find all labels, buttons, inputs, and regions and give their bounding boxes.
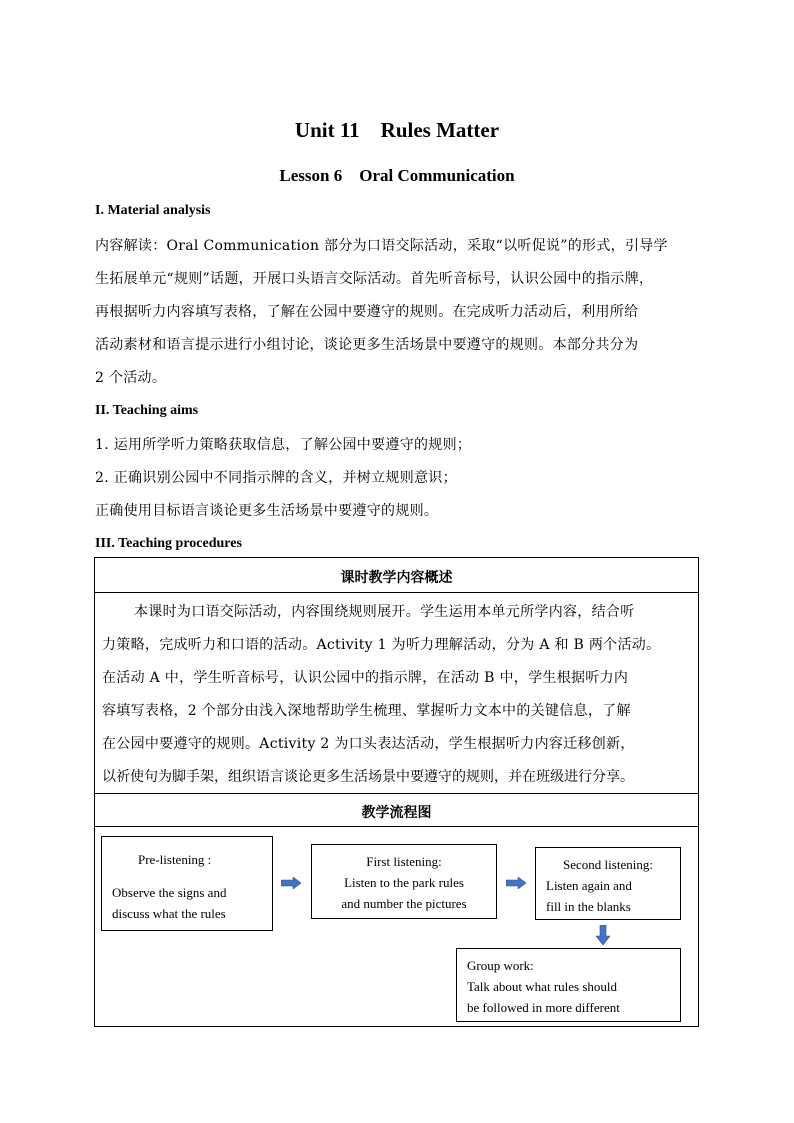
aim-line-3: 正确使用目标语言谈论更多生活场景中要遵守的规则。: [95, 503, 439, 519]
flow-box-text: Talk about what rules should: [467, 979, 618, 994]
table-divider: [94, 592, 699, 593]
flow-box-group-work: [456, 948, 681, 1022]
flow-box-first-listening: [311, 844, 497, 919]
overview-line-4: 容填写表格，2 个部分由浅入深地帮助学生梳理、掌握听力文本中的关键信息，了解: [102, 703, 631, 719]
material-line-3: 再根据听力内容填写表格，了解在公园中要遵守的规则。在完成听力活动后，利用所给: [95, 304, 639, 320]
arrow-down-icon: [596, 925, 610, 945]
flow-box-text: discuss what the rules: [112, 906, 226, 921]
flow-box-text: fill in the blanks: [546, 899, 631, 914]
section-teaching-aims-heading: II. Teaching aims: [95, 403, 199, 418]
aim-line-1: 1. 运用所学听力策略获取信息，了解公园中要遵守的规则；: [95, 437, 472, 453]
flow-box-title: Pre-listening :: [138, 852, 212, 867]
overview-line-6: 以祈使句为脚手架，组织语言谈论更多生活场景中要遵守的规则，并在班级进行分享。: [102, 769, 634, 785]
material-line-2: 生拓展单元“规则”话题，开展口头语言交际活动。首先听音标号，认识公园中的指示牌，: [95, 271, 654, 287]
flow-box-text: be followed in more different: [467, 1000, 620, 1015]
table-header-flowchart: 教学流程图: [361, 805, 432, 821]
flow-box-pre-listening: [101, 836, 273, 931]
table-divider: [94, 793, 699, 794]
material-line-4: 活动素材和语言提示进行小组讨论，谈论更多生活场景中要遵守的规则。本部分共分为: [95, 337, 639, 353]
arrow-right-icon: [281, 877, 301, 889]
flow-box-title: Second listening:: [563, 857, 653, 872]
flow-box-text: Observe the signs and: [112, 885, 227, 900]
flow-box-second-listening: [535, 847, 681, 920]
lesson-subtitle: Lesson 6 Oral Communication: [279, 166, 515, 185]
material-line-5: 2 个活动。: [95, 370, 167, 386]
overview-line-3: 在活动 A 中，学生听音标号，认识公园中的指示牌，在活动 B 中，学生根据听力内: [102, 670, 629, 686]
overview-line-2: 力策略，完成听力和口语的活动。Activity 1 为听力理解活动，分为 A 和 B 两个活动。: [102, 637, 661, 653]
flow-box-text: Listen again and: [546, 878, 632, 893]
aim-line-2: 2. 正确识别公园中不同指示牌的含义，并树立规则意识；: [95, 470, 457, 486]
flow-box-text: and number the pictures: [341, 896, 467, 911]
section-material-analysis-heading: I. Material analysis: [95, 203, 211, 218]
flow-box-text: Listen to the park rules: [344, 875, 464, 890]
table-header-overview: 课时教学内容概述: [340, 570, 453, 586]
flow-box-title: First listening:: [366, 854, 442, 869]
material-line-1: 内容解读：Oral Communication 部分为口语交际活动，采取“以听促说”的形式，引导学: [95, 238, 668, 254]
page-title: Unit 11 Rules Matter: [294, 118, 500, 142]
flow-box-title: Group work:: [467, 958, 534, 973]
overview-line-5: 在公园中要遵守的规则。Activity 2 为口头表达活动，学生根据听力内容迁移创新，: [102, 736, 635, 752]
table-divider: [94, 826, 699, 827]
arrow-right-icon: [506, 877, 526, 889]
overview-line-1: 本课时为口语交际活动，内容围绕规则展开。学生运用本单元所学内容，结合听: [134, 604, 635, 620]
section-teaching-procedures-heading: III. Teaching procedures: [95, 536, 242, 551]
